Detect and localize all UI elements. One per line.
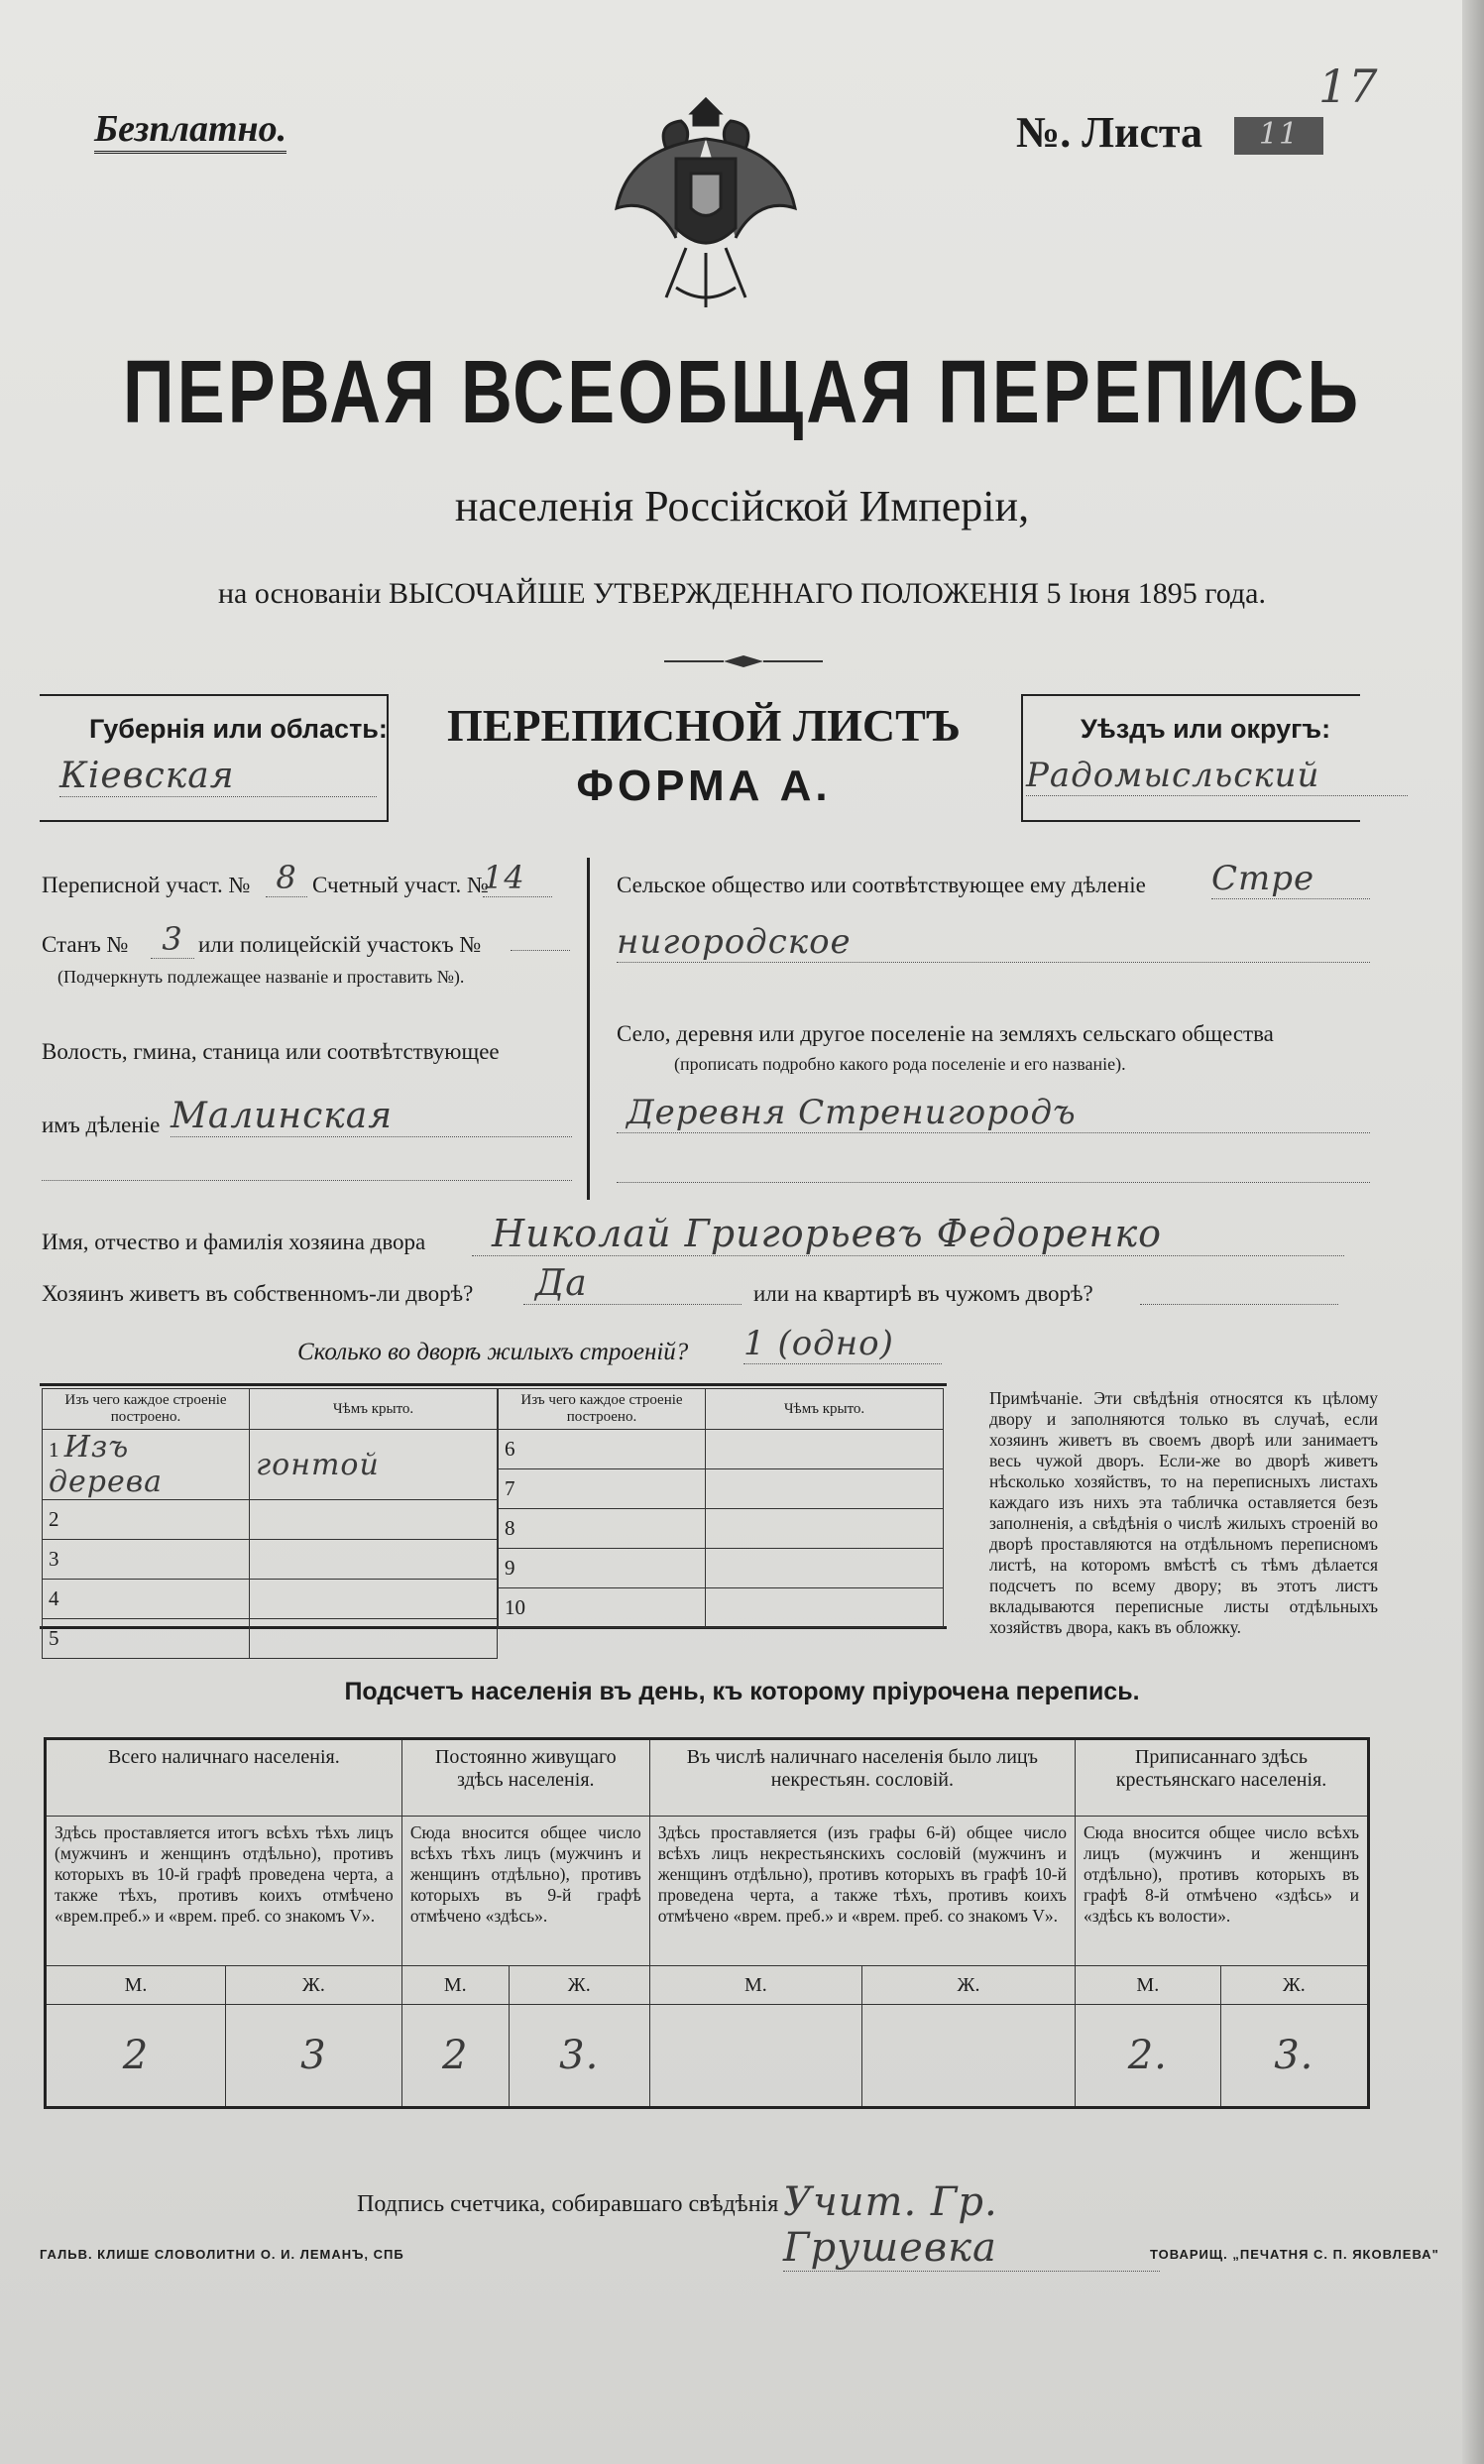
roof-header: Чѣмъ крыто. <box>250 1389 498 1430</box>
volost-extra-line <box>42 1180 572 1181</box>
male-header: М. <box>649 1966 861 2005</box>
village-value-text: Деревня Стренигородъ <box>627 1093 1077 1132</box>
location-divider <box>587 858 590 1200</box>
table-row <box>43 1580 498 1619</box>
village-value <box>617 1093 1370 1133</box>
male-value <box>649 2005 861 2108</box>
female-header: Ж. <box>862 1966 1076 2005</box>
volost-label: Волость, гмина, станица или соотвѣтствующее <box>42 1039 500 1064</box>
row-number: 6 <box>499 1430 706 1469</box>
female-header: Ж. <box>509 1966 649 2005</box>
population-col-head: Всего наличнаго населенія. <box>46 1739 402 1817</box>
count-section-label: Счетный участ. № <box>312 873 489 897</box>
table-row <box>43 1619 498 1659</box>
roof-value <box>706 1549 944 1588</box>
province-value: Кіевская <box>59 756 377 797</box>
census-basis: на основаніи ВЫСОЧАЙШЕ УТВЕРЖДЕННАГО ПОЛОЖЕНІЯ 5 Іюня 1895 года. <box>218 577 1266 610</box>
table-header-row <box>43 1389 498 1430</box>
table-row <box>499 1469 944 1509</box>
signature-label: Подпись счетчика, собиравшаго свѣдѣнія <box>357 2191 779 2217</box>
sheet-number-value: 11 <box>1234 117 1323 155</box>
table-header-row <box>499 1389 944 1430</box>
buildings-table-right <box>498 1388 944 1628</box>
population-sex-row <box>46 1966 1369 2005</box>
row-number: 4 <box>43 1580 250 1619</box>
own-yard-label: Хозяинъ живетъ въ собственномъ-ли дворѣ? <box>42 1281 474 1306</box>
volost-label-2: имъ дѣленіе <box>42 1113 161 1137</box>
row-number: 8 <box>499 1509 706 1549</box>
roof-value <box>250 1540 498 1580</box>
own-yard-text: Да <box>535 1263 588 1304</box>
table-row <box>499 1430 944 1469</box>
census-section-label: Переписной участ. № <box>42 873 251 897</box>
stan-value: 3 <box>151 920 194 959</box>
table-row <box>43 1430 498 1500</box>
owner-name-value <box>472 1212 1344 1256</box>
female-header: Ж. <box>1220 1966 1368 2005</box>
double-headed-eagle-emblem <box>607 89 805 327</box>
table-row <box>499 1509 944 1549</box>
table-row <box>499 1549 944 1588</box>
population-title: Подсчетъ населенія въ день, къ которому пріурочена перепись. <box>344 1678 1140 1705</box>
population-col-head: Постоянно живущаго здѣсь населенія. <box>401 1739 649 1817</box>
population-table <box>44 1737 1370 2109</box>
row-number: 9 <box>499 1549 706 1588</box>
roof-value <box>706 1588 944 1628</box>
volost-value <box>171 1096 572 1137</box>
buildings-count-label: Сколько во дворѣ жилыхъ строеній? <box>297 1339 689 1365</box>
population-col-desc: Здѣсь проставляется (изъ графы 6-й) общее число всѣхъ лицъ некрестьянскихъ сословій (мужчинъ и женщинъ отдѣльно), противъ которыхъ въ графѣ 10-й проведена черта, а также тѣхъ, противъ коихъ отмѣчено «врем. преб.» и «врем. преб. со знакомъ V». <box>649 1817 1075 1966</box>
female-value: 3. <box>509 2005 649 2108</box>
form-letter: ФОРМА А. <box>576 762 832 810</box>
district-value: Радомысльский <box>1026 756 1408 796</box>
table-row <box>43 1540 498 1580</box>
society-value-2 <box>617 922 1370 963</box>
male-value: 2 <box>46 2005 226 2108</box>
form-title: ПЕРЕПИСНОЙ ЛИСТЪ <box>446 700 962 751</box>
roof-value <box>250 1580 498 1619</box>
rent-value <box>1140 1304 1338 1305</box>
volost-value-text: Малинская <box>171 1096 394 1136</box>
village-label: Село, деревня или другое поселеніе на земляхъ сельскаго общества <box>617 1021 1274 1046</box>
material-header: Изъ чего каждое строеніе построено. <box>499 1389 706 1430</box>
material-header: Изъ чего каждое строеніе построено. <box>43 1389 250 1430</box>
printer-credit-left: ГАЛЬВ. КЛИШЕ СЛОВОЛИТНИ О. И. ЛЕМАНЪ, СПБ <box>40 2247 404 2262</box>
buildings-table-left <box>42 1388 498 1659</box>
police-label: или полицейскій участокъ № <box>198 932 482 957</box>
population-col-head: Въ числѣ наличнаго населенія было лицъ некрестьян. сословій. <box>649 1739 1075 1817</box>
roof-value <box>706 1430 944 1469</box>
ornament-divider <box>664 654 823 668</box>
free-of-charge-label: Безплатно. <box>94 107 286 154</box>
row-number: 2 <box>43 1500 250 1540</box>
village-note: (прописать подробно какого рода поселеніе и его названіе). <box>674 1054 1126 1074</box>
population-values-row <box>46 2005 1369 2108</box>
roof-header: Чѣмъ крыто. <box>706 1389 944 1430</box>
underline-note: (Подчеркнуть подлежащее названіе и проставить №). <box>57 967 465 987</box>
row-number: 1 <box>49 1438 59 1462</box>
count-section-value: 14 <box>483 859 552 897</box>
roof-value <box>706 1469 944 1509</box>
row-number: 5 <box>43 1619 250 1659</box>
male-header: М. <box>46 1966 226 2005</box>
owner-name-text: Николай Григорьевъ Федоренко <box>492 1212 1163 1255</box>
police-value <box>511 950 570 951</box>
sheet-number-label: №. Листа <box>1016 108 1203 157</box>
owner-name-label: Имя, отчество и фамилія хозяина двора <box>42 1230 426 1254</box>
rent-label: или на квартирѣ въ чужомъ дворѣ? <box>753 1281 1093 1306</box>
table-row <box>499 1588 944 1628</box>
society-value-1: Стре <box>1211 859 1370 899</box>
row-number: 3 <box>43 1540 250 1580</box>
female-value: 3 <box>225 2005 401 2108</box>
material-value: Изъ дерева <box>49 1430 164 1499</box>
row-number: 10 <box>499 1588 706 1628</box>
census-subtitle: населенія Россійской Имперіи, <box>454 482 1030 530</box>
district-label: Уѣздъ или округъ: <box>1081 714 1331 744</box>
buildings-count-value: 1 (одно) <box>743 1324 942 1364</box>
roof-value <box>250 1619 498 1659</box>
stan-label: Станъ № <box>42 932 129 957</box>
archive-page-number: 17 <box>1318 59 1379 113</box>
male-header: М. <box>401 1966 509 2005</box>
material-cell <box>43 1430 250 1500</box>
printer-credit-right: ТОВАРИЩ. „ПЕЧАТНЯ С. П. ЯКОВЛЕВА" <box>1150 2247 1439 2262</box>
own-yard-value <box>523 1263 742 1305</box>
society-value-2-text: нигородское <box>617 922 852 962</box>
population-col-head: Приписаннаго здѣсь крестьянскаго населенія. <box>1075 1739 1368 1817</box>
male-value: 2 <box>401 2005 509 2108</box>
enumerator-signature: Учит. Гр. Грушевка <box>783 2179 1160 2272</box>
population-col-desc: Сюда вносится общее число всѣхъ лицъ (мужчинъ и женщинъ отдѣльно), противъ которыхъ въ графѣ 8-й отмѣчено «здѣсь» и «здѣсь къ волости». <box>1075 1817 1368 1966</box>
population-col-desc: Здѣсь проставляется итогъ всѣхъ тѣхъ лицъ (мужчинъ и женщинъ отдѣльно), противъ которыхъ въ 10-й графѣ проведена черта, а также тѣхъ, противъ коихъ отмѣчено «врем.преб.» и «врем. преб. со знакомъ V». <box>46 1817 402 1966</box>
census-section-value: 8 <box>266 859 307 897</box>
female-header: Ж. <box>225 1966 401 2005</box>
roof-value: гонтой <box>250 1430 498 1500</box>
female-value: 3. <box>1220 2005 1368 2108</box>
society-label: Сельское общество или соотвѣтствующее ему дѣленіе <box>617 873 1146 897</box>
province-label: Губернія или область: <box>89 714 388 744</box>
census-title: ПЕРВАЯ ВСЕОБЩАЯ ПЕРЕПИСЬ <box>122 343 1362 442</box>
buildings-note: Примѣчаніе. Эти свѣдѣнія относятся къ цѣлому двору и заполняются только въ случаѣ, если хозяинъ живетъ въ своемъ дворѣ или занимаетъ весь чужой дворъ. Если-же во дворѣ живетъ нѣсколько хозяйствъ, то на переписныхъ листахъ каждаго изъ нихъ эта табличка оставляется безъ заполненія, а свѣдѣнія о числѣ жилыхъ строеній во дворѣ проставляются на отдѣльномъ переписномъ листѣ, на которомъ вмѣстѣ съ тѣмъ дѣлается подсчетъ по всему двору; въ этотъ листъ вкладываются переписные листы отдѣльныхъ хозяйствъ двора, какъ въ обложку. <box>989 1388 1378 1637</box>
roof-value <box>250 1500 498 1540</box>
population-header-row <box>46 1739 1369 1817</box>
female-value <box>862 2005 1076 2108</box>
village-extra-line <box>617 1182 1370 1183</box>
table-row <box>43 1500 498 1540</box>
row-number: 7 <box>499 1469 706 1509</box>
male-header: М. <box>1075 1966 1220 2005</box>
population-desc-row <box>46 1817 1369 1966</box>
male-value: 2. <box>1075 2005 1220 2108</box>
population-col-desc: Сюда вносится общее число всѣхъ тѣхъ лицъ (мужчинъ и женщинъ отдѣльно), противъ которыхъ въ 9-й графѣ отмѣчено «здѣсь». <box>401 1817 649 1966</box>
roof-value <box>706 1509 944 1549</box>
